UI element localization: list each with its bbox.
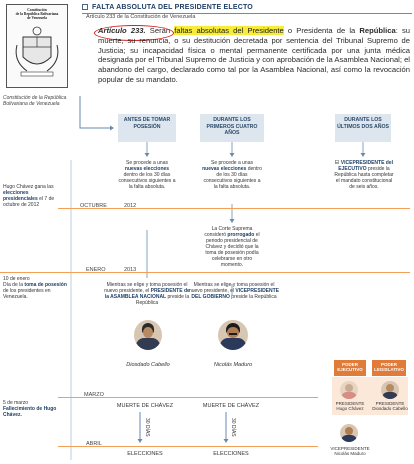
quote-text: o Presidenta de la	[283, 26, 360, 35]
col3-vicepresident-text	[334, 160, 394, 190]
column-head-before: ANTES DE TOMAR POSESIÓN	[118, 114, 176, 142]
col-text: preside la República	[229, 294, 277, 300]
quote-text: Serán	[145, 26, 175, 35]
constitution-caption: Constitución de la República Bolivariana de Venezuela	[3, 95, 67, 107]
col1-muerte-label: MUERTE DE CHÁVEZ	[116, 403, 174, 409]
col-text: el periodo presidencial de Chávez y decidió que la toma de posesión podía celebrarse en otro momento.	[205, 232, 260, 268]
timeline-line-octubre	[58, 208, 410, 209]
col2-muerte-label: MUERTE DE CHÁVEZ	[202, 403, 260, 409]
poder-ejecutivo-box: PODER EJECUTIVO	[334, 360, 366, 376]
role: VICEPRESIDENTE	[330, 446, 370, 451]
hugo-chavez-photo	[340, 381, 358, 399]
highlighted-phrase: faltas absolutas del Presidente	[174, 26, 284, 35]
col-text: dentro de los 30 días consecutivos siguientes a la falta absoluta.	[118, 172, 176, 190]
month-octubre: OCTUBRE	[80, 203, 107, 209]
poder-legislativo-box: PODER LEGISLATIVO	[372, 360, 406, 376]
person: Diosdado Cabello	[372, 406, 408, 411]
col-text: Se procede a unas	[211, 160, 253, 166]
article-number: Artículo 233.	[98, 26, 146, 35]
col-bold: nuevas elecciones	[124, 166, 170, 172]
col-text: Se procede a unas	[126, 160, 168, 166]
col-bold: prorrogado	[227, 232, 255, 238]
col-bold: VICEPRESIDENTE del EJECUTIVO	[338, 160, 394, 172]
month-marzo: MARZO	[84, 392, 104, 398]
col-bold: nuevas elecciones	[202, 166, 247, 172]
col-text: dentro de los 30 días consecutivos siguientes a la falta absoluta.	[203, 166, 262, 190]
col1-interim-text	[102, 282, 192, 306]
col-text: La Corte Suprema consideró	[204, 226, 253, 238]
mini-label-maduro	[326, 446, 374, 456]
col-text: preside la República hasta completar el mandato constitucional de seis años.	[334, 166, 394, 190]
note-bold: Fallecimiento de Hugo Chávez.	[3, 406, 57, 418]
page-subtitle: Artículo 233 de la Constitución de Venezuela	[86, 14, 196, 20]
note-text: Hugo Chávez gana las	[3, 184, 54, 190]
note-date: 5 de marzo	[3, 400, 29, 406]
note-january	[3, 276, 73, 300]
note-october-election	[3, 184, 59, 208]
role: PRESIDENTE	[335, 401, 365, 406]
mini-label-chavez	[332, 401, 368, 411]
maduro-mini-photo	[340, 424, 358, 442]
month-abril: ABRIL	[86, 441, 102, 447]
page-title: FALTA ABSOLUTA DEL PRESIDENTE ELECTO	[92, 4, 253, 11]
column-head-last-two-years: DURANTE LOS ÚLTIMOS DOS AÑOS	[335, 114, 391, 142]
cabello-mini-photo	[381, 381, 399, 399]
column-head-first-four-years: DURANTE LOS PRIMEROS CUATRO AÑOS	[200, 114, 264, 142]
note-bold: toma de posesión	[24, 282, 67, 288]
note-text: Día de la	[3, 282, 25, 288]
book-line-3: de Venezuela	[27, 16, 47, 21]
col2-elecciones: ELECCIONES	[213, 451, 249, 457]
col2-court-text	[202, 226, 262, 268]
quote-text: : su muerte, su renuncia, o su destitución decretada por sentencia del Tribunal Supremo de Justicia; su incapacidad física o mental permanente certificada por una junta médica designada por el Tribunal Supremo de Justicia y con aprobación de la Asamblea Nacional; el abandono del cargo, declarado como tal por la Asamblea Nacional, así como la revocación popular de su mandato.	[98, 26, 411, 84]
quote-bold: República	[359, 26, 396, 35]
book-line-1: Constitución	[27, 8, 47, 12]
person: Nicolás Maduro	[334, 451, 366, 456]
note-march	[3, 400, 63, 418]
col-text: El	[334, 160, 341, 166]
person: Hugo Chávez	[336, 406, 364, 411]
role: PRESIDENTE	[375, 401, 405, 406]
col2-interim-text	[188, 282, 280, 300]
col-bold: VICEPRESIDENTE DEL GOBIERNO	[191, 288, 280, 300]
book-line-2: de la República Bolivariana	[15, 12, 59, 17]
col2-30-dias: 30 DÍAS	[230, 418, 236, 437]
note-bold: elecciones presidenciales	[3, 190, 38, 202]
nicolas-maduro-caption: Nicolás Maduro	[213, 362, 253, 368]
col2-elections-text	[202, 160, 262, 190]
col-text: Mientras se elige y toma posesión el nuevo presidente, el	[104, 282, 188, 294]
col-text: Mientras se elige y toma posesión el nuevo presidente, el	[188, 282, 275, 294]
col-bold: PRESIDENTE de la ASAMBLEA NACIONAL	[104, 288, 190, 300]
diosdado-cabello-photo	[134, 320, 162, 350]
month-enero: ENERO	[86, 267, 106, 273]
col1-30-dias: 30 DÍAS	[144, 418, 150, 437]
timeline-line-enero	[0, 272, 410, 273]
col1-elections-text	[118, 160, 176, 190]
year-2012: 2012	[124, 203, 137, 209]
note-text: el 7 de octubre de 2012	[3, 196, 55, 208]
nicolas-maduro-photo	[218, 320, 248, 350]
year-2013: 2013	[124, 267, 137, 273]
note-date: 10 de enero	[3, 276, 30, 282]
col1-elecciones: ELECCIONES	[127, 451, 163, 457]
timeline-spine	[70, 160, 72, 460]
col-text: preside la República	[135, 294, 190, 306]
diosdado-cabello-caption: Diosdado Cabello	[126, 362, 170, 368]
note-text: de los presidentes en Venezuela.	[3, 288, 51, 300]
mini-label-cabello	[371, 401, 409, 411]
